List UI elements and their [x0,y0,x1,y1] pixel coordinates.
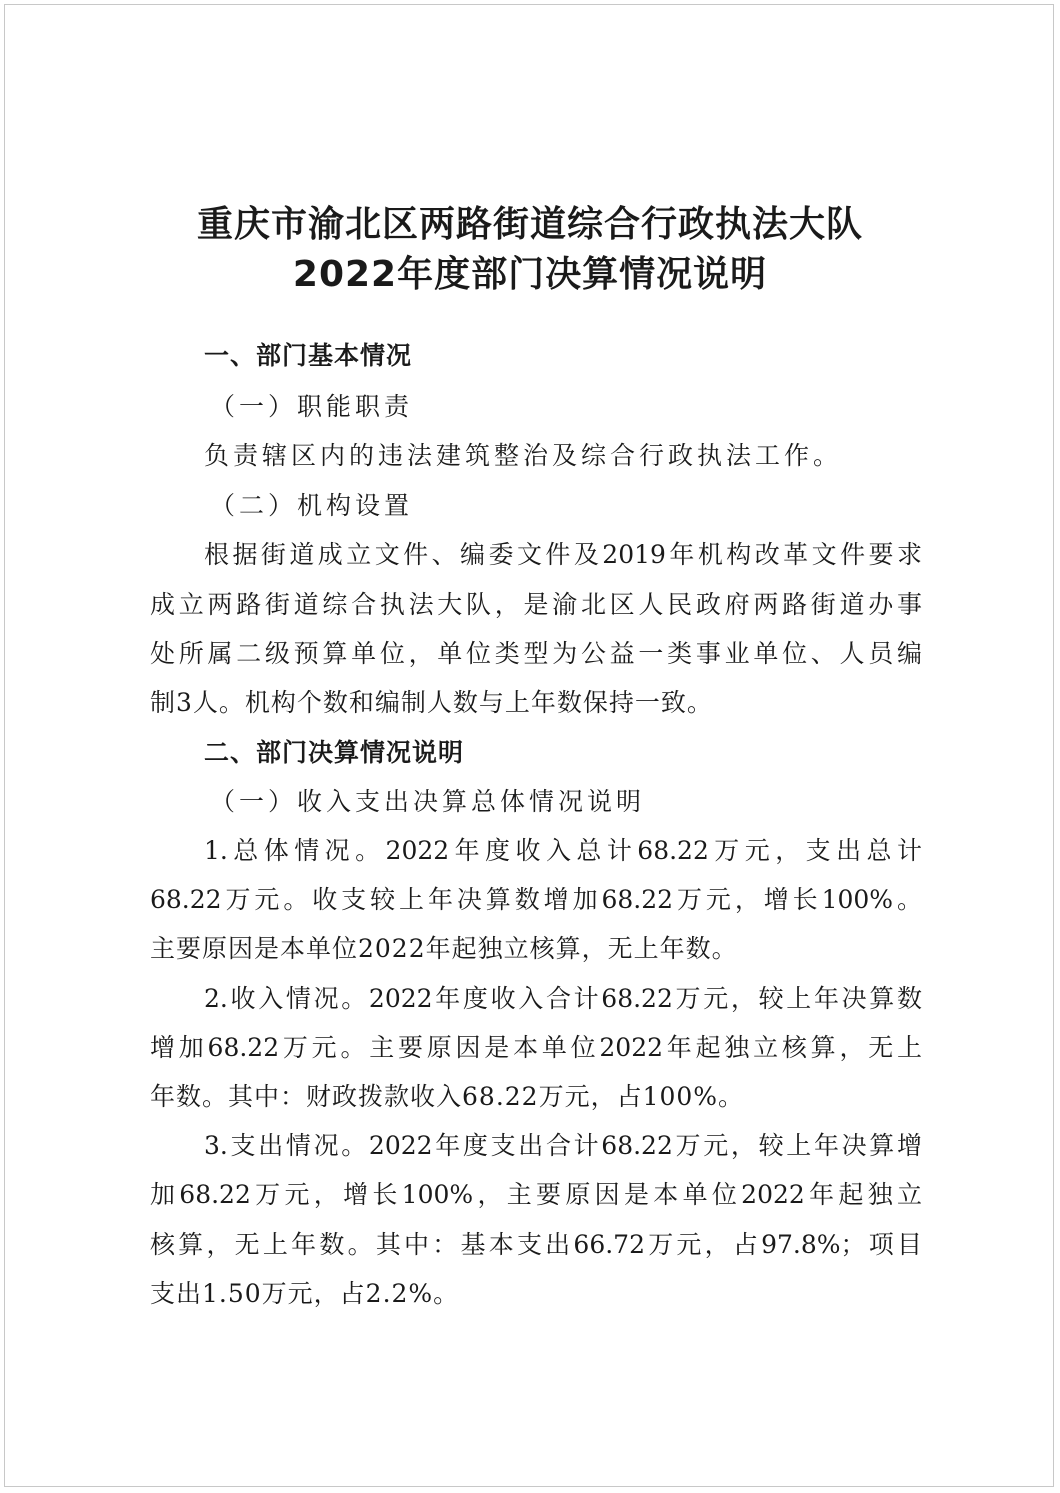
paragraph-line: 根据街道成立文件、编委文件及2019年机构改革文件要求 [204,540,922,569]
paragraph-line: 68.22万元。收支较上年决算数增加68.22万元，增长100%。 [150,885,922,914]
paragraph-line: 支出1.50万元，占2.2%。 [150,1279,460,1308]
paragraph-line: 主要原因是本单位2022年起独立核算，无上年数。 [150,934,738,963]
paragraph-line: 2.收入情况。2022年度收入合计68.22万元，较上年决算数 [204,984,922,1013]
section1-sub1-text: 负责辖区内的违法建筑整治及综合行政执法工作。 [204,441,843,470]
section1-sub1-heading: （一）职能职责 [210,392,414,421]
section2-sub1-heading: （一）收入支出决算总体情况说明 [210,787,646,816]
section1-sub2-heading: （二）机构设置 [210,491,414,520]
paragraph-line: 1.总体情况。2022年度收入总计68.22万元，支出总计 [204,836,922,865]
paragraph-line: 3.支出情况。2022年度支出合计68.22万元，较上年决算增 [204,1131,922,1160]
paragraph-line: 成立两路街道综合执法大队，是渝北区人民政府两路街道办事 [150,590,922,619]
paragraph-line: 增加68.22万元。主要原因是本单位2022年起独立核算，无上 [150,1033,922,1062]
document-title-line2: 2022年度部门决算情况说明 [292,254,768,295]
document-title-line1: 重庆市渝北区两路街道综合行政执法大队 [196,203,863,245]
section1-heading: 一、部门基本情况 [204,341,413,370]
section2-heading: 二、部门决算情况说明 [204,738,465,767]
paragraph-line: 加68.22万元，增长100%，主要原因是本单位2022年起独立 [150,1180,922,1209]
paragraph-line: 核算，无上年数。其中：基本支出66.72万元，占97.8%；项目 [150,1230,922,1259]
paragraph-line: 制3人。机构个数和编制人数与上年数保持一致。 [150,688,713,717]
paragraph-line: 年数。其中：财政拨款收入68.22万元，占100%。 [150,1082,745,1111]
paragraph-line: 处所属二级预算单位，单位类型为公益一类事业单位、人员编 [150,639,922,668]
